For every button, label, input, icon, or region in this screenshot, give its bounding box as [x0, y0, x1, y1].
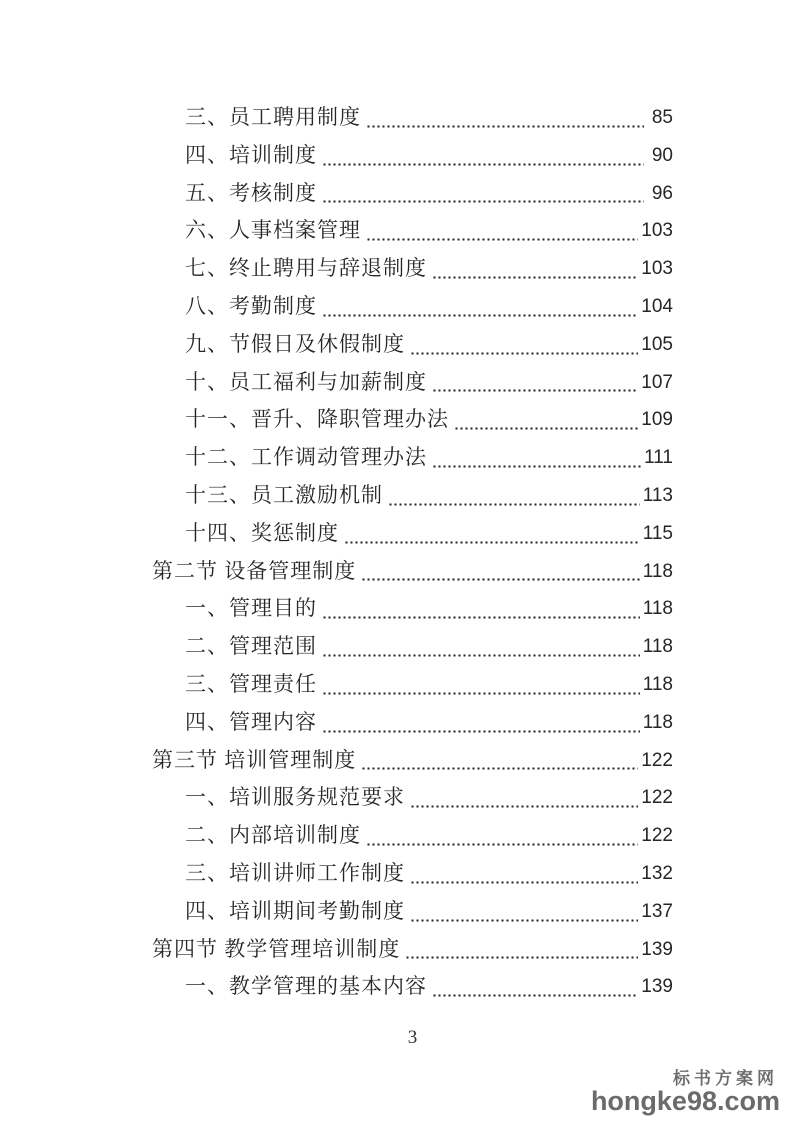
table-of-contents [152, 99, 673, 1006]
toc-entry-page: 118 [642, 636, 673, 658]
footer-page-number: 3 [407, 1027, 418, 1048]
site-watermark [591, 1069, 780, 1115]
toc-dotted-leader [322, 163, 644, 166]
toc-entry [152, 628, 673, 666]
toc-entry-label: 第三节 培训管理制度 [152, 747, 357, 772]
toc-entry [152, 137, 673, 175]
toc-entry [152, 817, 673, 855]
toc-entry [152, 401, 673, 439]
toc-entry [152, 666, 673, 704]
toc-entry-page: 90 [651, 144, 673, 166]
toc-entry [152, 515, 673, 553]
toc-entry [152, 779, 673, 817]
toc-dotted-leader [322, 654, 640, 657]
watermark-site-name: 标书方案网 [673, 1069, 778, 1088]
toc-entry-label: 四、培训制度 [185, 142, 317, 167]
toc-dotted-leader [322, 314, 638, 317]
toc-entry-label: 五、考核制度 [185, 180, 317, 205]
toc-entry-page: 139 [641, 976, 673, 998]
toc-entry-page: 118 [642, 560, 673, 582]
toc-entry [152, 212, 673, 250]
toc-entry-label: 二、内部培训制度 [185, 823, 361, 848]
toc-entry-label: 第四节 教学管理培训制度 [152, 936, 401, 961]
toc-dotted-leader [322, 200, 644, 203]
toc-entry-page: 115 [642, 522, 673, 544]
toc-dotted-leader [410, 352, 638, 355]
toc-entry [152, 742, 673, 780]
toc-dotted-leader [322, 730, 640, 733]
toc-entry [152, 477, 673, 515]
toc-entry-label: 四、管理内容 [185, 709, 317, 734]
toc-entry [152, 288, 673, 326]
toc-entry-page: 118 [642, 711, 673, 733]
toc-dotted-leader [410, 881, 638, 884]
toc-entry [152, 931, 673, 969]
toc-dotted-leader [410, 805, 638, 808]
toc-dotted-leader [322, 616, 640, 619]
toc-entry-page: 103 [641, 220, 673, 242]
toc-dotted-leader [322, 692, 640, 695]
toc-entry-page: 107 [641, 371, 673, 393]
toc-entry-page: 111 [644, 447, 673, 469]
toc-dotted-leader [405, 956, 638, 959]
toc-entry-label: 十一、晋升、降职管理办法 [185, 407, 449, 432]
toc-entry-label: 八、考勤制度 [185, 293, 317, 318]
toc-entry-label: 十三、员工激励机制 [185, 482, 383, 507]
toc-entry [152, 175, 673, 213]
toc-entry-page: 139 [641, 938, 673, 960]
toc-entry [152, 439, 673, 477]
toc-entry-label: 一、培训服务规范要求 [185, 785, 405, 810]
toc-dotted-leader [454, 427, 638, 430]
toc-entry-page: 122 [641, 787, 673, 809]
toc-dotted-leader [361, 578, 639, 581]
toc-entry [152, 553, 673, 591]
toc-entry-page: 105 [641, 333, 673, 355]
toc-entry [152, 855, 673, 893]
toc-entry-label: 一、教学管理的基本内容 [185, 974, 427, 999]
toc-entry [152, 590, 673, 628]
toc-entry-label: 六、人事档案管理 [185, 218, 361, 243]
toc-entry [152, 250, 673, 288]
toc-dotted-leader [366, 125, 644, 128]
toc-entry-label: 三、培训讲师工作制度 [185, 860, 405, 885]
toc-entry [152, 893, 673, 931]
toc-entry-label: 十、员工福利与加薪制度 [185, 369, 427, 394]
toc-entry-page: 118 [642, 598, 673, 620]
toc-dotted-leader [344, 541, 640, 544]
toc-dotted-leader [361, 767, 638, 770]
toc-dotted-leader [432, 276, 638, 279]
toc-entry-label: 十四、奖惩制度 [185, 520, 339, 545]
toc-entry [152, 326, 673, 364]
toc-entry [152, 968, 673, 1006]
toc-entry [152, 99, 673, 137]
toc-entry-page: 113 [642, 484, 673, 506]
toc-entry-label: 九、节假日及休假制度 [185, 331, 405, 356]
toc-entry [152, 364, 673, 402]
toc-entry-label: 一、管理目的 [185, 596, 317, 621]
toc-entry [152, 704, 673, 742]
toc-entry-page: 96 [651, 182, 673, 204]
toc-entry-label: 第二节 设备管理制度 [152, 558, 357, 583]
toc-entry-page: 104 [641, 295, 673, 317]
toc-entry-page: 85 [651, 107, 673, 128]
toc-entry-label: 二、管理范围 [185, 634, 317, 659]
toc-dotted-leader [432, 465, 641, 468]
toc-entry-label: 三、员工聘用制度 [185, 105, 361, 129]
toc-dotted-leader [366, 238, 638, 241]
toc-entry-label: 十二、工作调动管理办法 [185, 445, 427, 470]
toc-entry-page: 137 [641, 900, 673, 922]
watermark-site-url: hongke98.com [590, 1086, 780, 1116]
toc-entry-label: 七、终止聘用与辞退制度 [185, 256, 427, 281]
toc-dotted-leader [432, 994, 638, 997]
toc-dotted-leader [366, 843, 638, 846]
toc-dotted-leader [410, 919, 638, 922]
toc-entry-page: 109 [641, 409, 673, 431]
toc-entry-label: 三、管理责任 [185, 671, 317, 696]
toc-entry-page: 103 [641, 258, 673, 280]
toc-entry-page: 132 [641, 862, 673, 884]
toc-entry-page: 118 [642, 673, 673, 695]
toc-entry-label: 四、培训期间考勤制度 [185, 898, 405, 923]
toc-entry-page: 122 [641, 825, 673, 847]
toc-dotted-leader [432, 389, 638, 392]
toc-dotted-leader [388, 503, 640, 506]
toc-entry-page: 122 [641, 749, 673, 771]
